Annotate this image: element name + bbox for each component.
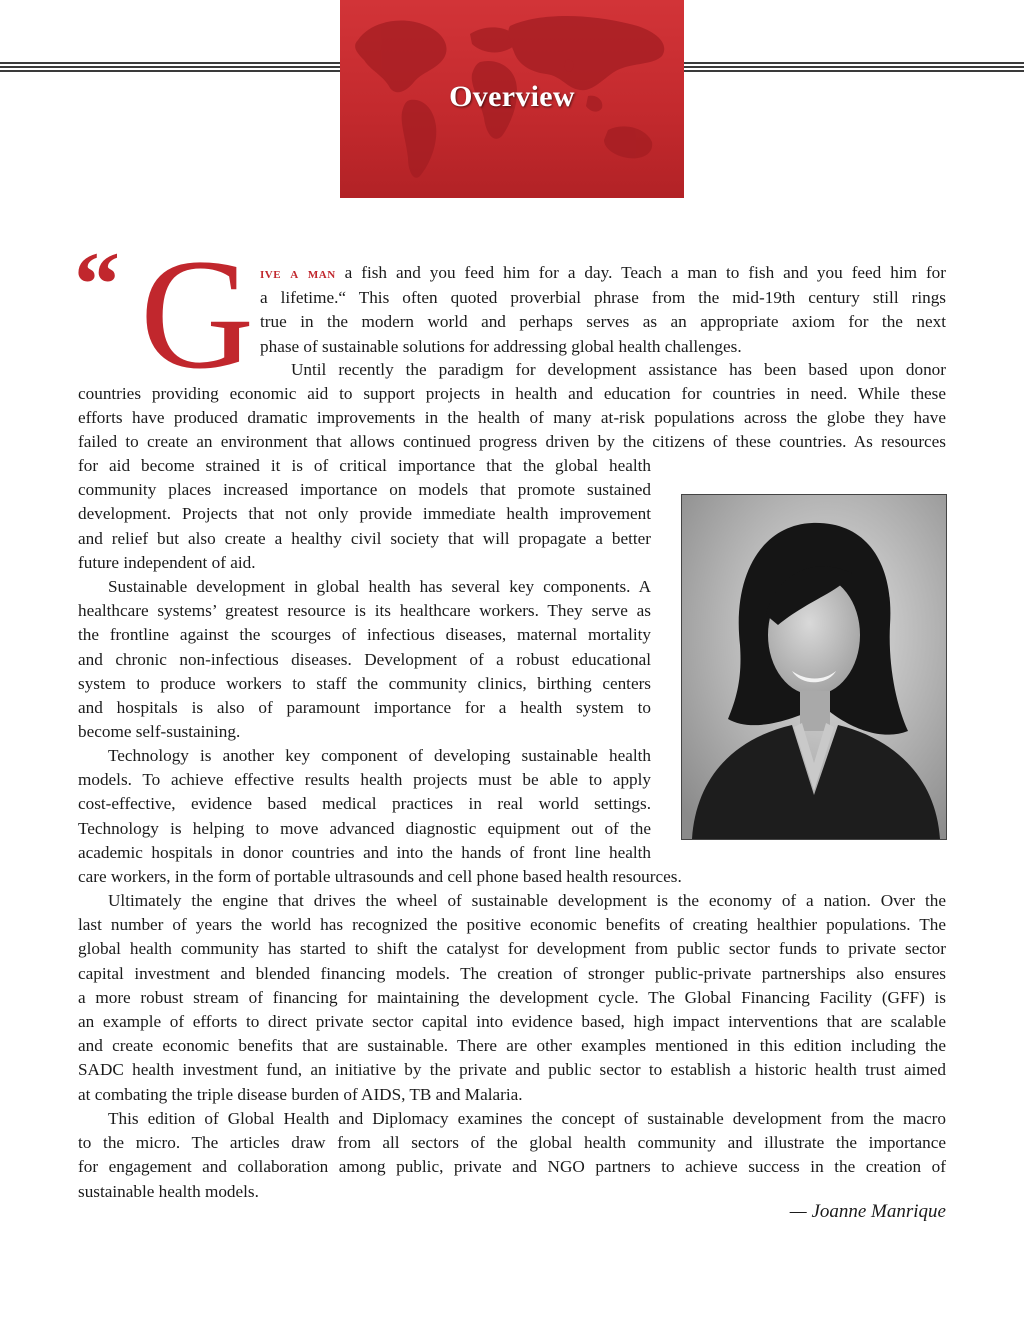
body-line: a more robust stream of financing for maintaining the development cycle. The Global Financing Facility (GFF) is <box>78 987 946 1007</box>
body-line: cost-effective, evidence based medical practices in real world settings. <box>78 794 651 814</box>
paragraph-1-full <box>78 382 946 455</box>
intro-line: ive a man a fish and you feed him for a day. Teach a man to fish and you feed him for <box>260 263 946 282</box>
body-line: healthcare systems’ greatest resource is its healthcare workers. They serve as <box>78 601 651 621</box>
author-signature: — Joanne Manrique <box>789 1201 946 1222</box>
body-line: global health community has started to shift the catalyst for development from public sector funds to private sector <box>78 939 946 959</box>
body-line: Technology is helping to move advanced diagnostic equipment out of the <box>78 818 651 838</box>
body-line: failed to create an environment that allows continued progress driven by the citizens of these countries. As resources <box>78 432 946 452</box>
paragraph-3-last: care workers, in the form of portable ultrasounds and cell phone based health resources. <box>78 867 682 886</box>
body-line: capital investment and blended financing models. The creation of stronger public-private partnerships also ensures <box>78 963 946 983</box>
body-line: community places increased importance on models that promote sustained <box>78 480 651 500</box>
intro-small-caps: ive a man <box>260 265 336 282</box>
body-line: Sustainable development in global health has several key components. A <box>108 577 651 596</box>
body-line: last number of years the world has recognized the positive economic benefits of creating healthier populations. The <box>78 915 946 935</box>
body-line: become self-sustaining. <box>78 722 241 742</box>
body-line: academic hospitals in donor countries and into the hands of front line health <box>78 842 651 862</box>
body-line: to the micro. The articles draw from all sectors of the global health community and illustrate the importance <box>78 1133 946 1153</box>
body-line: sustainable health models. <box>78 1181 259 1201</box>
page-title: Overview <box>449 80 575 113</box>
intro-line: phase of sustainable solutions for addressing global health challenges. <box>260 336 742 356</box>
intro-line: true in the modern world and perhaps serves as an appropriate axiom for the next <box>260 312 946 332</box>
body-line: models. To achieve effective results health projects must be able to apply <box>78 770 651 790</box>
body-line: and hospitals is also of paramount importance for a health system to <box>78 698 651 718</box>
body-line: This edition of Global Health and Diplomacy examines the concept of sustainable development from the macro <box>108 1109 946 1128</box>
paragraph-1-narrow <box>78 454 651 575</box>
body-line: Technology is another key component of developing sustainable health <box>108 746 651 765</box>
body-line: for aid become strained it is of critical importance that the global health <box>78 456 651 475</box>
paragraph-4 <box>78 889 946 1107</box>
body-line: and create economic benefits that are sustainable. There are other examples mentioned in this edition including the <box>78 1036 946 1056</box>
paragraph-1-first-line: Until recently the paradigm for development assistance has been based upon donor <box>291 360 946 379</box>
body-line: SADC health investment fund, an initiative by the private and public sector to establish a historic health trust aimed <box>78 1060 946 1080</box>
overview-banner <box>340 0 684 198</box>
paragraph-5 <box>78 1107 946 1204</box>
body-line: future independent of aid. <box>78 552 256 572</box>
paragraph-2 <box>78 575 651 744</box>
intro-paragraph <box>260 261 946 359</box>
body-line: efforts have produced dramatic improvements in the health of many at-risk populations across the globe they have <box>78 408 946 428</box>
body-line: the frontline against the scourges of infectious diseases, maternal mortality <box>78 625 651 645</box>
body-line: an example of efforts to direct private sector capital into evidence based, high impact interventions that are scalable <box>78 1012 946 1032</box>
paragraph-3 <box>78 744 651 865</box>
intro-line: a lifetime.“ This often quoted proverbial phrase from the mid-19th century still rings <box>260 288 946 308</box>
author-portrait <box>681 494 947 840</box>
body-line: and chronic non-infectious diseases. Development of a robust educational <box>78 649 651 669</box>
body-line: for engagement and collaboration among public, private and NGO partners to achieve success in the creation of <box>78 1157 946 1177</box>
body-line: and relief but also create a healthy civil society that will propagate a better <box>78 528 651 548</box>
body-line: Ultimately the engine that drives the wheel of sustainable development is the economy of a nation. Over the <box>108 891 946 910</box>
body-line: development. Projects that not only provide immediate health improvement <box>78 504 651 524</box>
body-line: system to produce workers to staff the community clinics, birthing centers <box>78 673 651 693</box>
drop-cap: G <box>140 227 255 402</box>
body-line: countries providing economic aid to support projects in health and education for countries in need. While these <box>78 384 946 403</box>
body-line: at combating the triple disease burden of AIDS, TB and Malaria. <box>78 1084 523 1104</box>
opening-quote-mark: “ <box>74 233 120 335</box>
